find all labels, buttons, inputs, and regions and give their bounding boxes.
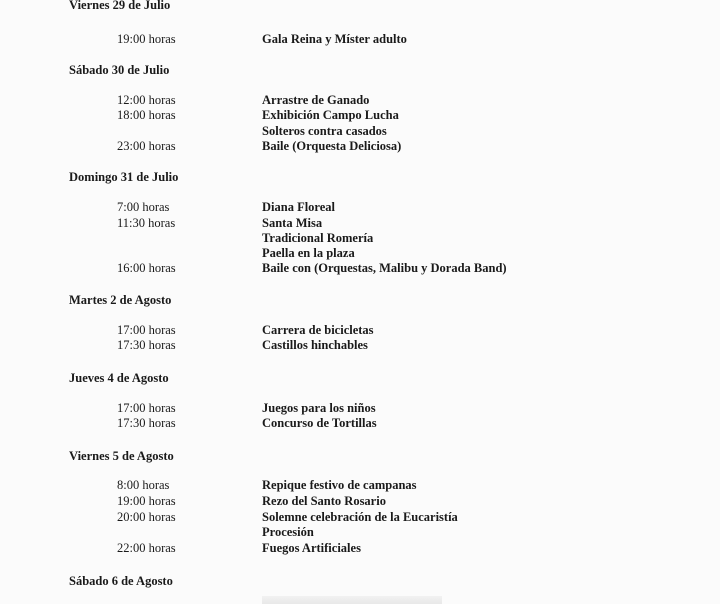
event-title: Repique festivo de campanas	[262, 478, 417, 492]
event-time: 22:00 horas	[117, 541, 176, 555]
event-time: 17:30 horas	[117, 338, 176, 352]
event-title: Baile con (Orquestas, Malibu y Dorada Band)	[262, 261, 507, 275]
day-heading: Sábado 30 de Julio	[69, 63, 170, 77]
event-title: Diana Floreal	[262, 200, 336, 214]
event-title: Solteros contra casados	[262, 124, 387, 138]
event-title: Gala Reina y Míster adulto	[262, 32, 407, 46]
event-title: Rezo del Santo Rosario	[262, 494, 386, 508]
day-heading: Domingo 31 de Julio	[69, 170, 179, 184]
event-time: 11:30 horas	[117, 216, 176, 230]
event-title: Baile (Orquesta Deliciosa)	[262, 139, 402, 153]
event-time: 17:00 horas	[117, 323, 176, 337]
event-title: Concurso de Tortillas	[262, 416, 377, 430]
event-title: Fuegos Artificiales	[262, 541, 361, 555]
event-title: Juegos para los niños	[262, 401, 376, 415]
event-time: 12:00 horas	[117, 93, 176, 107]
cutoff-text-fragment	[262, 596, 442, 604]
day-heading: Martes 2 de Agosto	[69, 293, 172, 307]
event-time: 8:00 horas	[117, 478, 170, 492]
event-time: 17:30 horas	[117, 416, 176, 430]
event-title: Castillos hinchables	[262, 338, 368, 352]
event-title: Exhibición Campo Lucha	[262, 108, 399, 122]
day-heading: Viernes 29 de Julio	[69, 0, 171, 12]
event-time: 19:00 horas	[117, 32, 176, 46]
event-title: Paella en la plaza	[262, 246, 355, 260]
event-time: 18:00 horas	[117, 108, 176, 122]
day-heading: Viernes 5 de Agosto	[69, 449, 174, 463]
event-title: Tradicional Romería	[262, 231, 374, 245]
event-time: 20:00 horas	[117, 510, 176, 524]
event-time: 19:00 horas	[117, 494, 176, 508]
event-time: 23:00 horas	[117, 139, 176, 153]
event-title: Santa Misa	[262, 216, 323, 230]
event-time: 7:00 horas	[117, 200, 170, 214]
event-title: Solemne celebración de la Eucaristía	[262, 510, 458, 524]
day-heading: Sábado 6 de Agosto	[69, 574, 173, 588]
event-time: 17:00 horas	[117, 401, 176, 415]
day-heading: Jueves 4 de Agosto	[69, 371, 169, 385]
event-title: Procesión	[262, 525, 314, 539]
event-title: Carrera de bicicletas	[262, 323, 374, 337]
event-time: 16:00 horas	[117, 261, 176, 275]
event-title: Arrastre de Ganado	[262, 93, 370, 107]
